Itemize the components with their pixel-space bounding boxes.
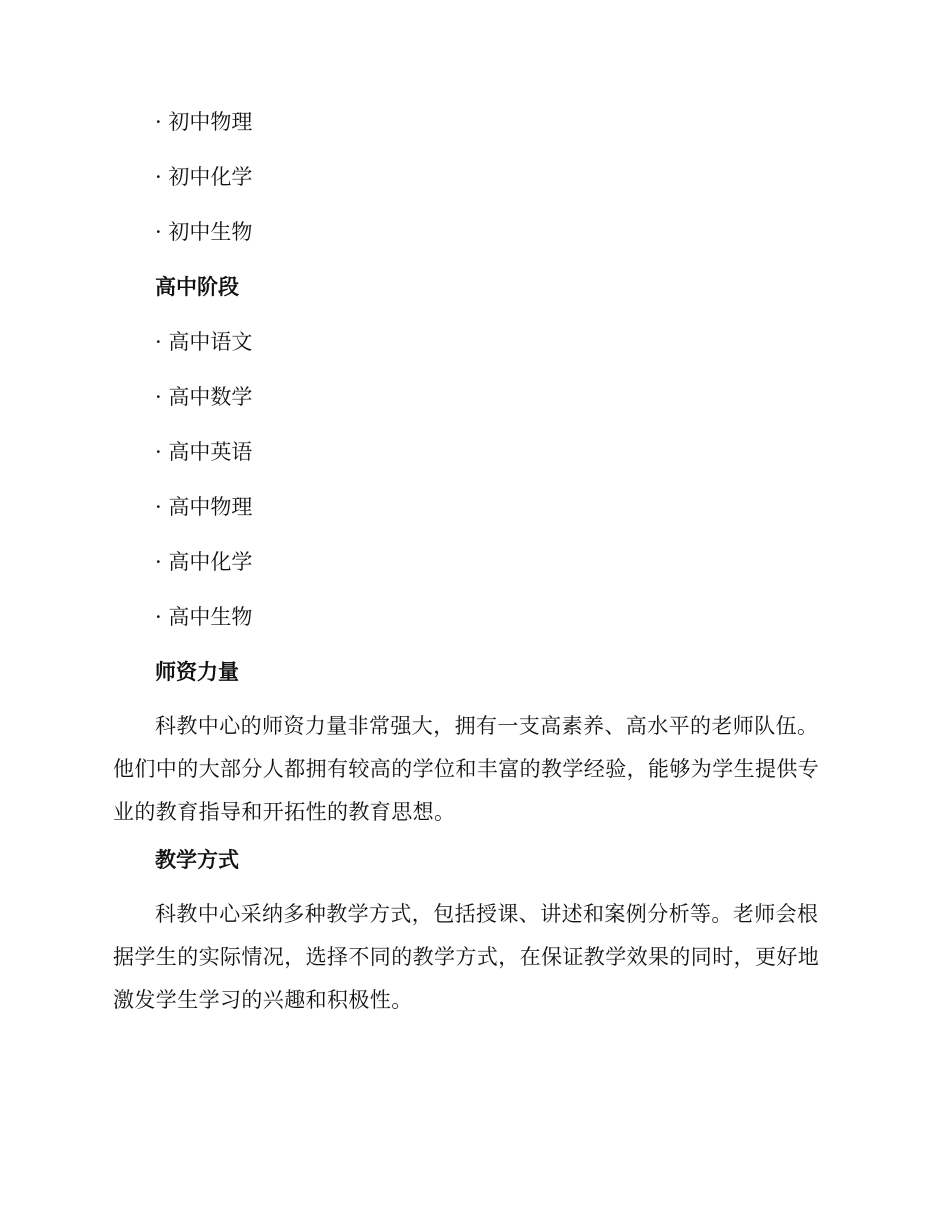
section-heading-teaching: 教学方式 xyxy=(155,848,239,872)
teaching-paragraph-block xyxy=(113,893,835,1022)
faculty-paragraph: 科教中心的师资力量非常强大，拥有一支高素养、高水平的老师队伍。他们中的大部分人都拥有较高的学位和丰富的教学经验，能够为学生提供专业的教育指导和开拓性的教育思想。 xyxy=(113,714,820,824)
teaching-paragraph: 科教中心采纳多种教学方式，包括授课、讲述和案例分析等。老师会根据学生的实际情况，选择不同的教学方式，在保证教学效果的同时，更好地激发学生学习的兴趣和积极性。 xyxy=(113,902,820,1012)
list-item-junior-physics: · 初中物理 xyxy=(155,110,253,134)
faculty-paragraph-block xyxy=(113,705,835,834)
list-item-senior-english: · 高中英语 xyxy=(155,440,253,464)
document-content xyxy=(113,108,835,1034)
list-item-senior-math: · 高中数学 xyxy=(155,385,253,409)
list-item-junior-biology: · 初中生物 xyxy=(155,220,253,244)
section-heading-faculty: 师资力量 xyxy=(155,660,239,684)
list-item-junior-chemistry: · 初中化学 xyxy=(155,165,253,189)
section-heading-senior: 高中阶段 xyxy=(155,275,239,299)
list-item-senior-biology: · 高中生物 xyxy=(155,605,253,629)
list-item-senior-chemistry: · 高中化学 xyxy=(155,550,253,574)
list-item-senior-physics: · 高中物理 xyxy=(155,495,253,519)
list-item-senior-chinese: · 高中语文 xyxy=(155,330,253,354)
